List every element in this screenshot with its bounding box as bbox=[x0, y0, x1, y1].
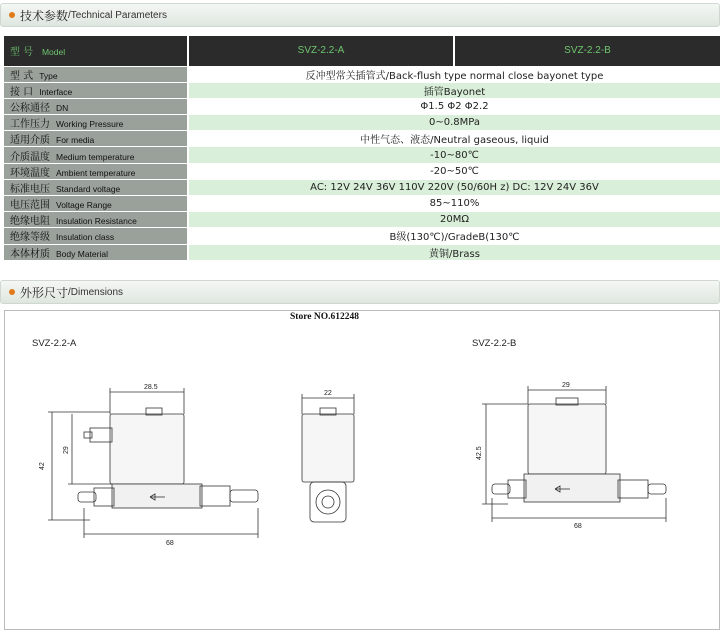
row-label-cn: 本体材质 bbox=[10, 248, 50, 260]
model-label-cn: 型 号 bbox=[10, 47, 34, 59]
dim-a-inner: 29 bbox=[63, 446, 70, 454]
row-label-cn: 介质温度 bbox=[10, 151, 50, 163]
row-label-cn: 绝缘等级 bbox=[10, 232, 50, 244]
row-label-en: Type bbox=[39, 70, 58, 81]
valve-b-drawing bbox=[482, 386, 666, 522]
row-label-cn: 公称通径 bbox=[10, 102, 50, 114]
store-watermark: Store NO.612248 bbox=[290, 312, 359, 322]
row-value: 黄铜/Brass bbox=[188, 244, 720, 260]
row-label-en: Voltage Range bbox=[56, 200, 112, 211]
row-label-en: DN bbox=[56, 102, 69, 113]
valve-a-drawing bbox=[48, 388, 258, 538]
row-label-cn: 标准电压 bbox=[10, 183, 50, 195]
row-label-en: Body Material bbox=[56, 248, 108, 259]
row-label-en: Interface bbox=[39, 86, 73, 97]
row-label-cn: 电压范围 bbox=[10, 200, 50, 212]
section-title-en: /Technical Parameters bbox=[68, 9, 167, 21]
model-b-header: SVZ-2.2-B bbox=[454, 36, 720, 66]
row-label-cn: 绝缘电阻 bbox=[10, 216, 50, 228]
row-label-cn: 工作压力 bbox=[10, 119, 50, 131]
row-label-en: Medium temperature bbox=[56, 151, 135, 162]
view-a-label: SVZ-2.2-A bbox=[32, 338, 77, 349]
row-label-en: Working Pressure bbox=[56, 119, 124, 130]
row-value: B级(130℃)/GradeB(130℃ bbox=[188, 228, 720, 244]
row-value: 20MΩ bbox=[188, 212, 720, 228]
view-b-label: SVZ-2.2-B bbox=[472, 338, 517, 349]
row-label-cn: 适用介质 bbox=[10, 135, 50, 147]
row-value: AC: 12V 24V 36V 110V 220V (50/60H z) DC: 12V 24V 36V bbox=[188, 179, 720, 195]
row-label-en: Ambient temperature bbox=[56, 167, 136, 178]
row-value: 中性气态、液态/Neutral gaseous, liquid bbox=[188, 131, 720, 147]
row-label-cn: 型 式 bbox=[10, 70, 34, 82]
dim-b-top: 29 bbox=[562, 382, 570, 389]
row-value: -20~50℃ bbox=[188, 163, 720, 179]
row-value: 反冲型常关插管式/Back-flush type normal close bayonet type bbox=[188, 66, 720, 82]
row-value: 插管Bayonet bbox=[188, 82, 720, 98]
dim-a-left: 42 bbox=[39, 462, 46, 470]
model-label-en: Model bbox=[41, 47, 66, 58]
row-label-cn: 接 口 bbox=[10, 86, 34, 98]
row-value: -10~80℃ bbox=[188, 147, 720, 163]
row-label-en: Standard voltage bbox=[56, 183, 121, 194]
row-value: Φ1.5 Φ2 Φ2.2 bbox=[188, 98, 720, 114]
row-label-en: For media bbox=[56, 135, 95, 146]
row-value: 85~110% bbox=[188, 196, 720, 212]
section-title-en: /Dimensions bbox=[68, 286, 124, 298]
dim-b-left: 42.5 bbox=[476, 446, 483, 460]
dim-a-top: 28.5 bbox=[144, 384, 158, 391]
dim-b-bottom: 68 bbox=[574, 523, 582, 530]
section-title-cn: 外形尺寸 bbox=[20, 285, 69, 300]
row-label-en: Insulation class bbox=[56, 232, 115, 243]
valve-side-drawing bbox=[302, 394, 354, 522]
dim-side-top: 22 bbox=[324, 390, 332, 397]
row-value: 0~0.8MPa bbox=[188, 115, 720, 131]
model-a-header: SVZ-2.2-A bbox=[188, 36, 454, 66]
section-title-cn: 技术参数 bbox=[20, 8, 69, 23]
dim-a-bottom: 68 bbox=[166, 540, 174, 547]
row-label-cn: 环境温度 bbox=[10, 167, 50, 179]
row-label-en: Insulation Resistance bbox=[56, 216, 137, 227]
